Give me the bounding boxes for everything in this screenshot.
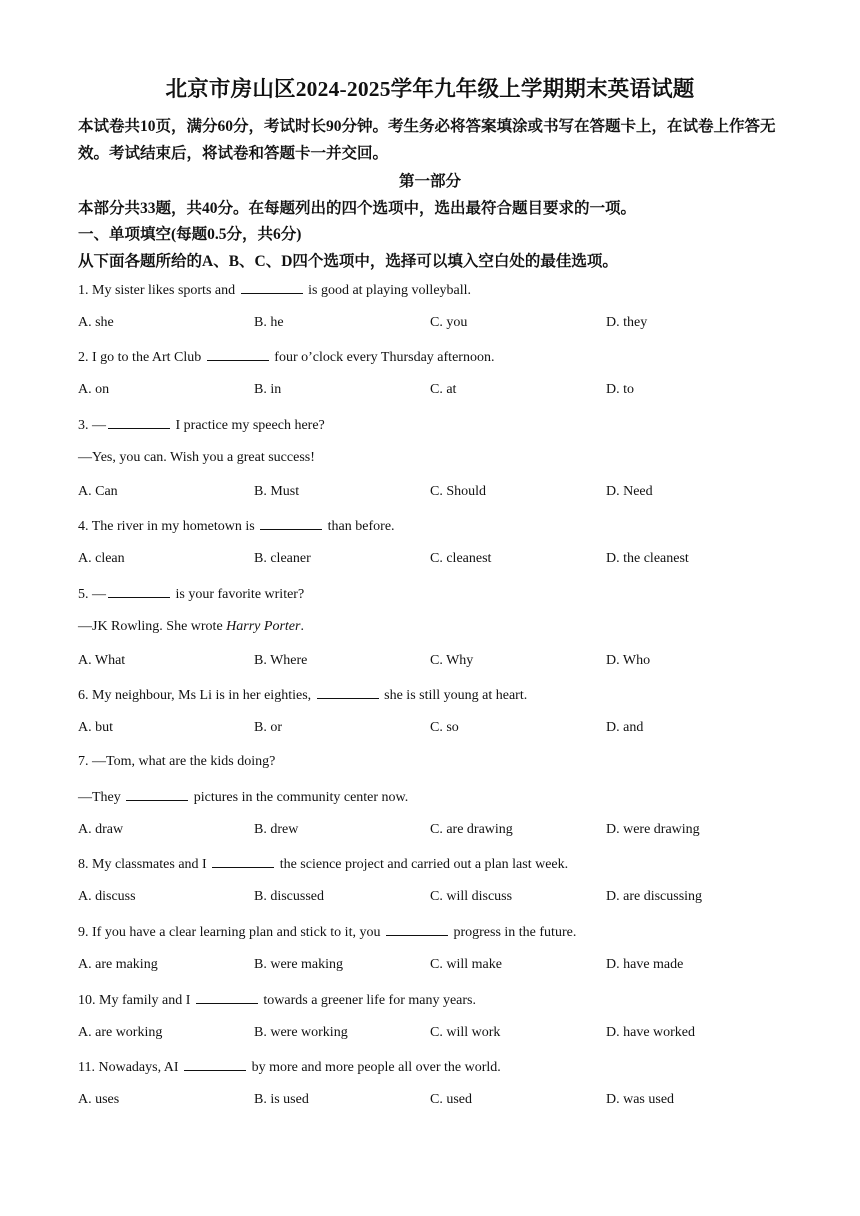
options-row [78,551,782,571]
section-instructions: 从下面各题所给的A、B、C、D四个选项中，选择可以填入空白处的最佳选项。 [78,253,618,270]
reply-text: —They [78,790,121,805]
option-b[interactable]: B. in [254,382,282,397]
option-b[interactable]: B. Must [254,484,300,499]
option-a[interactable]: A. are making [78,957,158,972]
option-c[interactable]: C. used [430,1092,472,1107]
option-c[interactable]: C. will discuss [430,889,513,904]
question-text: by more and more people all over the world. [251,1060,501,1075]
option-d[interactable]: D. the cleanest [606,551,689,566]
question-text: 3. — [78,418,106,433]
section-title: 一、单项填空(每题0.5分，共6分) [78,226,302,243]
option-a[interactable]: A. clean [78,551,125,566]
option-b[interactable]: B. were working [254,1025,348,1040]
answer-blank [317,686,379,699]
option-b[interactable]: B. discussed [254,889,324,904]
option-b[interactable]: B. cleaner [254,551,311,566]
answer-blank [207,348,269,361]
option-b[interactable]: B. drew [254,822,299,837]
question-5-reply [78,619,304,635]
answer-blank [184,1058,246,1071]
question-text: she is still young at heart. [384,688,528,703]
question-text: 4. The river in my hometown is [78,519,255,534]
question-text: is good at playing volleyball. [308,283,472,298]
question-5 [78,585,304,603]
option-d[interactable]: D. were drawing [606,822,700,837]
options-row [78,822,782,842]
option-c[interactable]: C. so [430,720,459,735]
answer-blank [108,416,170,429]
question-text: 2. I go to the Art Club [78,350,202,365]
answer-blank [196,991,258,1004]
question-4 [78,517,395,535]
option-b[interactable]: B. were making [254,957,344,972]
option-d[interactable]: D. to [606,382,634,397]
option-d[interactable]: D. have worked [606,1025,696,1040]
options-row [78,1025,782,1045]
options-row [78,484,782,504]
question-8 [78,855,568,873]
option-a[interactable]: A. she [78,315,114,330]
option-b[interactable]: B. he [254,315,284,330]
option-a[interactable]: A. draw [78,822,124,837]
option-c[interactable]: C. cleanest [430,551,492,566]
question-6 [78,686,527,704]
part-heading: 第一部分 [398,173,461,190]
option-a[interactable]: A. but [78,720,113,735]
question-2 [78,348,494,366]
option-a[interactable]: A. are working [78,1025,163,1040]
question-1 [78,281,471,299]
option-d[interactable]: D. was used [606,1092,675,1107]
option-d[interactable]: D. have made [606,957,684,972]
option-a[interactable]: A. uses [78,1092,120,1107]
question-text: than before. [327,519,395,534]
option-c[interactable]: C. will make [430,957,502,972]
option-d[interactable]: D. Who [606,653,651,668]
option-d[interactable]: D. Need [606,484,653,499]
options-row [78,720,782,740]
answer-blank [386,923,448,936]
option-a[interactable]: A. on [78,382,110,397]
answer-blank [260,517,322,530]
question-text: four o’clock every Thursday afternoon. [274,350,495,365]
question-text: the science project and carried out a plan last week. [279,857,569,872]
question-text: 11. Nowadays, AI [78,1060,179,1075]
page-title: 北京市房山区2024-2025学年九年级上学期期末英语试题 [165,77,695,101]
option-d[interactable]: D. and [606,720,644,735]
question-text: 9. If you have a clear learning plan and stick to it, you [78,925,381,940]
option-d[interactable]: D. are discussing [606,889,703,904]
answer-blank [241,281,303,294]
reply-text: . [300,619,304,634]
question-3-reply: —Yes, you can. Wish you a great success! [78,450,315,465]
reply-text: pictures in the community center now. [193,790,409,805]
question-text: progress in the future. [453,925,577,940]
option-b[interactable]: B. or [254,720,282,735]
question-7: 7. —Tom, what are the kids doing? [78,754,276,769]
options-row [78,315,782,335]
options-row [78,889,782,909]
option-a[interactable]: A. Can [78,484,118,499]
question-text: 8. My classmates and I [78,857,207,872]
reply-text: —JK Rowling. She wrote [78,619,227,634]
options-row [78,1092,782,1112]
option-d[interactable]: D. they [606,315,648,330]
option-c[interactable]: C. Should [430,484,487,499]
question-7-reply [78,788,408,806]
option-a[interactable]: A. What [78,653,126,668]
exam-intro: 本试卷共10页，满分60分，考试时长90分钟。考生务必将答案填涂或书写在答题卡上，在试卷上作答无效。考试结束后，将试卷和答题卡一并交回。 [78,118,776,162]
option-c[interactable]: C. Why [430,653,474,668]
option-c[interactable]: C. you [430,315,468,330]
option-a[interactable]: A. discuss [78,889,136,904]
question-text: 1. My sister likes sports and [78,283,236,298]
option-c[interactable]: C. will work [430,1025,501,1040]
question-text: 10. My family and I [78,993,191,1008]
options-row [78,653,782,673]
question-9 [78,923,576,941]
question-3 [78,416,325,434]
option-b[interactable]: B. Where [254,653,308,668]
question-10 [78,991,476,1009]
question-text: is your favorite writer? [175,587,305,602]
option-b[interactable]: B. is used [254,1092,309,1107]
options-row [78,957,782,977]
answer-blank [212,855,274,868]
options-row [78,382,782,402]
option-c[interactable]: C. at [430,382,457,397]
option-c[interactable]: C. are drawing [430,822,513,837]
part-instructions: 本部分共33题，共40分。在每题列出的四个选项中，选出最符合题目要求的一项。 [78,200,637,217]
question-text: I practice my speech here? [175,418,325,433]
question-text: 6. My neighbour, Ms Li is in her eighties, [78,688,312,703]
question-11 [78,1058,501,1076]
question-text: towards a greener life for many years. [263,993,476,1008]
question-text: 5. — [78,587,106,602]
book-title: Harry Porter [226,619,301,634]
answer-blank [108,585,170,598]
answer-blank [126,788,188,801]
